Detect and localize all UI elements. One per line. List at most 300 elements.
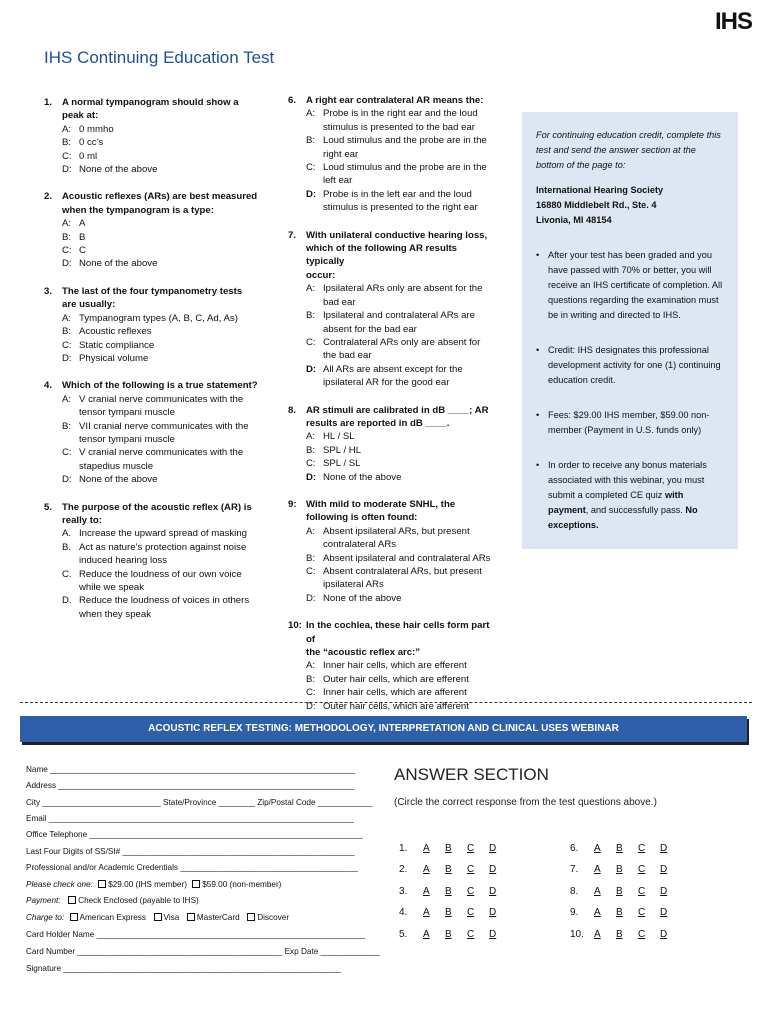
option-text-line: V cranial nerve communicates with the <box>79 393 244 405</box>
option-text-line: Increase the upward spread of masking <box>79 528 247 540</box>
option-text-line: None of the above <box>79 474 158 486</box>
answer-option <box>288 471 498 484</box>
option-letter: B: <box>306 310 316 322</box>
question-prompt-line: results are reported in dB ____. <box>306 417 450 429</box>
option-letter: B: <box>306 552 316 564</box>
question-prompt <box>62 190 257 217</box>
option-text <box>79 244 259 257</box>
option-text <box>79 217 259 230</box>
option-text-line: Static compliance <box>79 339 155 351</box>
answer-option <box>44 594 259 621</box>
option-text <box>323 673 498 686</box>
instructions-intro: For continuing education credit, complete this test and send the answer section at the bottom of the page to: <box>536 130 721 170</box>
instruction-credit: • Credit: IHS designates this professional development activity for one (1) continuing education credit. <box>548 343 724 388</box>
option-text-line: Outer hair cells, which are efferent <box>323 673 469 685</box>
question-prompt <box>62 96 239 123</box>
city-state-zip-field[interactable]: City __________________________ State/Province ________ Zip/Postal Code ____________ <box>26 798 373 807</box>
option-text-line: C <box>79 245 86 257</box>
option-text <box>323 282 498 309</box>
option-text <box>323 659 498 672</box>
answer-option <box>44 257 259 270</box>
answer-row <box>570 907 682 918</box>
answer-choice-d[interactable]: D <box>660 864 668 875</box>
option-text <box>323 552 498 565</box>
answer-choice-d[interactable]: D <box>660 843 668 854</box>
answer-choice-a[interactable]: A <box>423 907 430 918</box>
answer-row-number: 1. <box>399 843 408 854</box>
answer-option <box>44 123 259 136</box>
option-text <box>79 150 259 163</box>
checkbox-mastercard[interactable] <box>187 913 195 921</box>
option-text <box>79 312 259 325</box>
answer-choice-b[interactable]: B <box>616 929 623 940</box>
charge-check: Charge to: American Express Visa MasterCard Discover <box>26 913 290 922</box>
option-text-line: ipsilateral ARs <box>323 579 384 591</box>
option-letter: B: <box>306 444 316 456</box>
option-letter: D: <box>306 188 317 200</box>
answer-option <box>44 339 259 352</box>
answer-choice-a[interactable]: A <box>594 864 601 875</box>
option-text-line: None of the above <box>79 258 158 270</box>
option-letter: D: <box>62 352 72 364</box>
option-text-line: All ARs are absent except for the <box>323 363 463 375</box>
question-text <box>288 94 498 107</box>
answer-choice-c[interactable]: C <box>467 907 475 918</box>
question-prompt <box>62 379 258 392</box>
answer-option <box>44 446 259 473</box>
question-number: 5. <box>44 501 53 513</box>
option-letter: C: <box>306 458 316 470</box>
option-text <box>79 231 259 244</box>
option-text-line: ipsilateral AR for the good ear <box>323 377 450 389</box>
option-text-line: 0 mmho <box>79 123 114 135</box>
option-text-line: Physical volume <box>79 352 149 364</box>
question-prompt-line: following is often found: <box>306 512 418 524</box>
question-text <box>44 285 259 312</box>
answer-row <box>399 886 511 897</box>
answer-choice-c[interactable]: C <box>638 864 646 875</box>
option-letter: D: <box>62 474 72 486</box>
option-text-line: tensor tympani muscle <box>79 433 175 445</box>
instructions-box <box>522 112 738 549</box>
option-letter: D. <box>62 595 72 607</box>
answer-choice-a[interactable]: A <box>594 929 601 940</box>
option-text <box>79 420 259 447</box>
question-text <box>44 501 259 528</box>
question-prompt <box>306 404 489 431</box>
option-letter: B: <box>62 326 72 338</box>
cut-line <box>20 702 752 703</box>
option-text-line: None of the above <box>79 164 158 176</box>
option-letter: D: <box>62 164 72 176</box>
answer-choice-b[interactable]: B <box>616 886 623 897</box>
question-prompt-line: The last of the four tympanometry tests <box>62 285 243 297</box>
option-letter: B: <box>62 137 72 149</box>
option-text-line: 0 ml <box>79 150 98 162</box>
payment-check: Payment: Check Enclosed (payable to IHS) <box>26 896 199 905</box>
question-prompt-line: peak at: <box>62 110 99 122</box>
option-letter: A: <box>306 283 316 295</box>
question-text <box>44 96 259 123</box>
option-letter: C: <box>62 447 72 459</box>
answer-choice-b[interactable]: B <box>616 907 623 918</box>
answer-option <box>44 473 259 486</box>
option-letter: D: <box>62 258 72 270</box>
option-text <box>79 123 259 136</box>
option-text-line: SPL / HL <box>323 444 362 456</box>
ihs-logo: IHS <box>714 8 752 35</box>
answer-option <box>288 659 498 672</box>
answer-choice-b[interactable]: B <box>445 864 452 875</box>
option-text <box>323 592 498 605</box>
option-letter: B. <box>62 541 72 553</box>
question-prompt-line: the “acoustic reflex arc:” <box>306 647 421 659</box>
answer-choice-a[interactable]: A <box>594 886 601 897</box>
answer-option <box>44 217 259 230</box>
option-text-line: Probe is in the left ear and the loud <box>323 188 472 200</box>
answer-row <box>570 843 682 854</box>
option-letter: C: <box>306 336 316 348</box>
answer-row <box>399 907 511 918</box>
answer-option <box>288 552 498 565</box>
email-field[interactable]: Email ___________________________________________________________________ <box>26 814 354 823</box>
answer-option <box>44 352 259 365</box>
answer-choice-a[interactable]: A <box>594 843 601 854</box>
instruction-completion: • After your test has been graded and you have passed with 70% or better, you will receive an IHS certificate of completion. All questions regarding the examination must be in writing and directed to IHS. <box>548 248 724 323</box>
option-text <box>323 686 498 699</box>
answer-choice-d[interactable]: D <box>489 886 497 897</box>
question-text <box>288 229 498 283</box>
option-letter: C: <box>306 566 316 577</box>
question-prompt <box>62 285 242 312</box>
answer-option <box>288 525 498 552</box>
mailing-address: International Hearing Society 16880 Middlebelt Rd., Ste. 4 Livonia, MI 48154 <box>536 185 664 225</box>
credentials-field[interactable]: Professional and/or Academic Credentials _______________________________________ <box>26 863 358 872</box>
answer-option <box>288 673 498 686</box>
answer-choice-b[interactable]: B <box>616 864 623 875</box>
answer-section-subtitle: (Circle the correct response from the test questions above.) <box>394 797 657 808</box>
question-prompt-line: The purpose of the acoustic reflex (AR) is <box>62 501 252 513</box>
answer-choice-c[interactable]: C <box>467 864 475 875</box>
option-text-line: V cranial nerve communicates with the <box>79 447 244 459</box>
question-8 <box>288 404 498 484</box>
question-3 <box>44 285 259 365</box>
answer-choice-d[interactable]: D <box>660 929 668 940</box>
answer-choice-c[interactable]: C <box>638 886 646 897</box>
answer-row-number: 9. <box>570 907 579 918</box>
question-text <box>44 190 259 217</box>
answer-choice-a[interactable]: A <box>423 864 430 875</box>
answer-choice-c[interactable]: C <box>467 929 475 940</box>
option-text <box>323 309 498 336</box>
answer-option <box>288 430 498 443</box>
option-letter: C: <box>306 687 316 699</box>
option-text <box>323 444 498 457</box>
question-number: 6. <box>288 95 297 106</box>
instruction-fees: • Fees: $29.00 IHS member, $59.00 non-member (Payment in U.S. funds only) <box>548 408 724 438</box>
option-text <box>323 430 498 443</box>
question-text <box>288 619 498 659</box>
answer-choice-c[interactable]: C <box>467 843 475 854</box>
answer-choice-a[interactable]: A <box>423 929 430 940</box>
answer-option <box>44 568 259 595</box>
question-prompt-line: occur: <box>306 269 336 281</box>
answer-choice-a[interactable]: A <box>423 843 430 854</box>
option-text <box>323 525 498 552</box>
questions-column-left <box>44 96 259 621</box>
answer-option <box>44 136 259 149</box>
name-field[interactable]: Name ___________________________________________________________________ <box>26 765 356 774</box>
answer-option <box>288 107 498 134</box>
option-text <box>323 107 498 134</box>
answer-choice-c[interactable]: C <box>638 907 646 918</box>
question-prompt-line: Acoustic reflexes (ARs) are best measured <box>62 191 258 203</box>
answer-choice-c[interactable]: C <box>638 843 646 854</box>
option-text-line: Act as nature’s protection against noise <box>79 541 247 553</box>
option-text-line: Absent ipsilateral ARs, but present <box>323 525 470 537</box>
question-prompt-line: really to: <box>62 514 102 526</box>
question-prompt <box>306 94 483 107</box>
option-text <box>79 136 259 149</box>
option-letter: B: <box>62 420 72 432</box>
answer-choice-b[interactable]: B <box>445 907 452 918</box>
membership-check: Please check one: $29.00 (IHS member) $59.00 (non-member) <box>26 880 282 889</box>
option-text-line: Contralateral ARs only are absent for <box>323 336 481 348</box>
option-text-line: Inner hair cells, which are afferent <box>323 687 467 699</box>
answer-row-number: 3. <box>399 886 408 897</box>
question-number: 2. <box>44 191 53 203</box>
office-phone-field[interactable]: Office Telephone ____________________________________________________________ <box>26 830 363 839</box>
checkbox-member[interactable] <box>98 880 106 888</box>
question-7 <box>288 229 498 390</box>
option-text-line: HL / SL <box>323 431 355 443</box>
questions-column-middle <box>288 94 498 713</box>
option-text-line: Reduce the loudness of voices in others <box>79 595 250 607</box>
signature-field[interactable]: Signature _____________________________________________________________ <box>26 964 342 973</box>
option-letter: B: <box>62 231 72 243</box>
question-prompt-line: With mild to moderate SNHL, the <box>306 498 456 510</box>
answer-option <box>288 188 498 215</box>
question-prompt-line: when the tympanogram is a type: <box>62 204 214 216</box>
page-title: IHS Continuing Education Test <box>44 48 275 67</box>
option-text-line: when they speak <box>79 608 151 620</box>
option-text <box>79 527 259 540</box>
answer-option <box>288 686 498 699</box>
option-letter: A: <box>62 393 72 405</box>
answer-option <box>288 282 498 309</box>
option-text-line: the bad ear <box>323 350 372 362</box>
question-prompt-line: With unilateral conductive hearing loss, <box>306 229 488 241</box>
answer-option <box>44 163 259 176</box>
option-text <box>79 393 259 420</box>
option-text-line: Inner hair cells, which are efferent <box>323 660 467 672</box>
checkbox-discover[interactable] <box>247 913 255 921</box>
question-prompt-line: A right ear contralateral AR means the: <box>306 95 484 106</box>
answer-section-title: ANSWER SECTION <box>394 765 549 784</box>
option-letter: C. <box>62 568 72 580</box>
question-number: 10: <box>288 620 302 632</box>
option-letter: A: <box>306 525 316 537</box>
answer-choice-d[interactable]: D <box>660 886 668 897</box>
answer-choice-d[interactable]: D <box>489 929 497 940</box>
option-text-line: left ear <box>323 175 353 187</box>
answer-choice-c[interactable]: C <box>638 929 646 940</box>
answer-row-number: 6. <box>570 843 579 854</box>
question-prompt-line: Which of the following is a true statement? <box>62 380 258 392</box>
webinar-banner: ACOUSTIC REFLEX TESTING: METHODOLOGY, INTERPRETATION AND CLINICAL USES WEBINAR <box>20 716 747 742</box>
answer-choice-b[interactable]: B <box>445 886 452 897</box>
answer-choice-a[interactable]: A <box>423 886 430 897</box>
option-text-line: stimulus is presented to the right ear <box>323 202 478 214</box>
option-text <box>79 257 259 270</box>
option-text-line: Probe is in the right ear and the loud <box>323 108 478 120</box>
option-text-line: contralateral ARs <box>323 539 397 551</box>
option-text <box>323 161 498 188</box>
question-10 <box>288 619 498 713</box>
option-letter: C: <box>306 162 316 174</box>
answer-choice-a[interactable]: A <box>594 907 601 918</box>
answer-choice-d[interactable]: D <box>489 843 497 854</box>
option-letter: C: <box>62 150 72 162</box>
checkbox-visa[interactable] <box>154 913 162 921</box>
option-text-line: Outer hair cells, which are afferent <box>323 700 469 712</box>
answer-option <box>288 363 498 390</box>
option-letter: A. <box>62 528 72 540</box>
instructions-list <box>522 248 738 533</box>
option-text-line: B <box>79 231 86 243</box>
answer-choice-b[interactable]: B <box>445 843 452 854</box>
answer-choice-b[interactable]: B <box>445 929 452 940</box>
question-5 <box>44 501 259 622</box>
option-text <box>79 325 259 338</box>
answer-option <box>44 325 259 338</box>
option-text <box>323 188 498 215</box>
question-4 <box>44 379 259 486</box>
question-prompt <box>306 229 498 283</box>
option-text-line: Ipsilateral and contralateral ARs are <box>323 310 475 322</box>
answer-row-number: 2. <box>399 864 408 875</box>
answer-row-number: 8. <box>570 886 579 897</box>
question-2 <box>44 190 259 270</box>
question-prompt <box>306 619 498 659</box>
option-text-line: Absent ipsilateral and contralateral ARs <box>323 552 491 564</box>
checkbox-amex[interactable] <box>70 913 78 921</box>
answer-choice-d[interactable]: D <box>660 907 668 918</box>
answer-option <box>288 565 498 592</box>
question-prompt-line: which of the following AR results typically <box>306 243 458 268</box>
option-text <box>79 352 259 365</box>
option-letter: A: <box>306 108 316 120</box>
answer-row-number: 10. <box>570 929 584 940</box>
question-number: 1. <box>44 97 53 108</box>
option-letter: D: <box>306 700 316 712</box>
answer-choice-b[interactable]: B <box>616 843 623 854</box>
option-letter: B: <box>306 673 316 685</box>
answer-row <box>570 929 682 940</box>
answer-option <box>288 309 498 336</box>
option-text <box>323 565 498 592</box>
option-text <box>79 446 259 473</box>
option-text-line: Acoustic reflexes <box>79 326 152 338</box>
option-text-line: while we speak <box>79 582 145 593</box>
option-text-line: stapedius muscle <box>79 460 154 472</box>
option-text-line: Ipsilateral ARs only are absent for the <box>323 283 483 295</box>
answer-choice-d[interactable]: D <box>489 864 497 875</box>
question-prompt-line: are usually: <box>62 299 116 311</box>
option-text <box>79 541 259 568</box>
question-number: 8. <box>288 404 297 416</box>
question-prompt <box>306 498 455 525</box>
option-text <box>323 336 498 363</box>
option-letter: A: <box>306 660 316 672</box>
option-letter: C: <box>62 339 72 351</box>
answer-row <box>399 929 511 940</box>
answer-row <box>570 886 682 897</box>
question-6 <box>288 94 498 215</box>
option-text <box>323 363 498 390</box>
answer-row-number: 7. <box>570 864 579 875</box>
option-letter: A: <box>306 431 316 443</box>
option-letter: A: <box>62 312 72 324</box>
option-text-line: stimulus is presented to the bad ear <box>323 121 475 133</box>
answer-row-number: 4. <box>399 907 408 918</box>
answer-option <box>44 231 259 244</box>
question-number: 7. <box>288 229 297 241</box>
option-letter: A: <box>62 218 72 230</box>
option-text <box>79 568 259 595</box>
card-holder-field[interactable]: Card Holder Name ___________________________________________________________ <box>26 930 366 939</box>
option-letter: D: <box>306 592 316 604</box>
question-number: 3. <box>44 285 53 297</box>
option-text-line: SPL / SL <box>323 458 361 470</box>
answer-row <box>399 843 511 854</box>
answer-option <box>44 244 259 257</box>
answer-choice-d[interactable]: D <box>489 907 497 918</box>
option-text <box>79 594 259 621</box>
question-prompt-line: AR stimuli are calibrated in dB ____; AR <box>306 404 489 416</box>
card-number-field[interactable]: Card Number _____________________________________________ Exp Date _____________ <box>26 947 380 956</box>
option-text <box>79 163 259 176</box>
answer-choice-c[interactable]: C <box>467 886 475 897</box>
option-text-line: absent for the bad ear <box>323 323 417 335</box>
answer-row <box>399 864 511 875</box>
address-field[interactable]: Address _________________________________________________________________ <box>26 781 355 790</box>
answer-row-number: 5. <box>399 929 408 940</box>
answer-option <box>288 592 498 605</box>
option-text <box>323 457 498 470</box>
option-letter: B: <box>306 135 316 147</box>
answer-row <box>570 864 682 875</box>
option-text <box>79 473 259 486</box>
option-text-line: Reduce the loudness of our own voice <box>79 568 242 580</box>
checkbox-check-enclosed[interactable] <box>68 896 76 904</box>
option-text-line: None of the above <box>323 471 402 483</box>
answer-option <box>288 457 498 470</box>
answer-option <box>44 541 259 568</box>
option-text-line: None of the above <box>323 592 402 604</box>
checkbox-non-member[interactable] <box>192 880 200 888</box>
option-text-line: Absent contralateral ARs, but present <box>323 566 482 577</box>
question-text <box>288 404 498 431</box>
option-text-line: Tympanogram types (A, B, C, Ad, As) <box>79 312 238 324</box>
option-text <box>323 471 498 484</box>
question-text <box>44 379 259 392</box>
answer-option <box>288 161 498 188</box>
question-number: 4. <box>44 380 53 392</box>
ssn-field[interactable]: Last Four Digits of SS/SI# ___________________________________________________ <box>26 847 355 856</box>
answer-option <box>44 150 259 163</box>
question-1 <box>44 96 259 176</box>
